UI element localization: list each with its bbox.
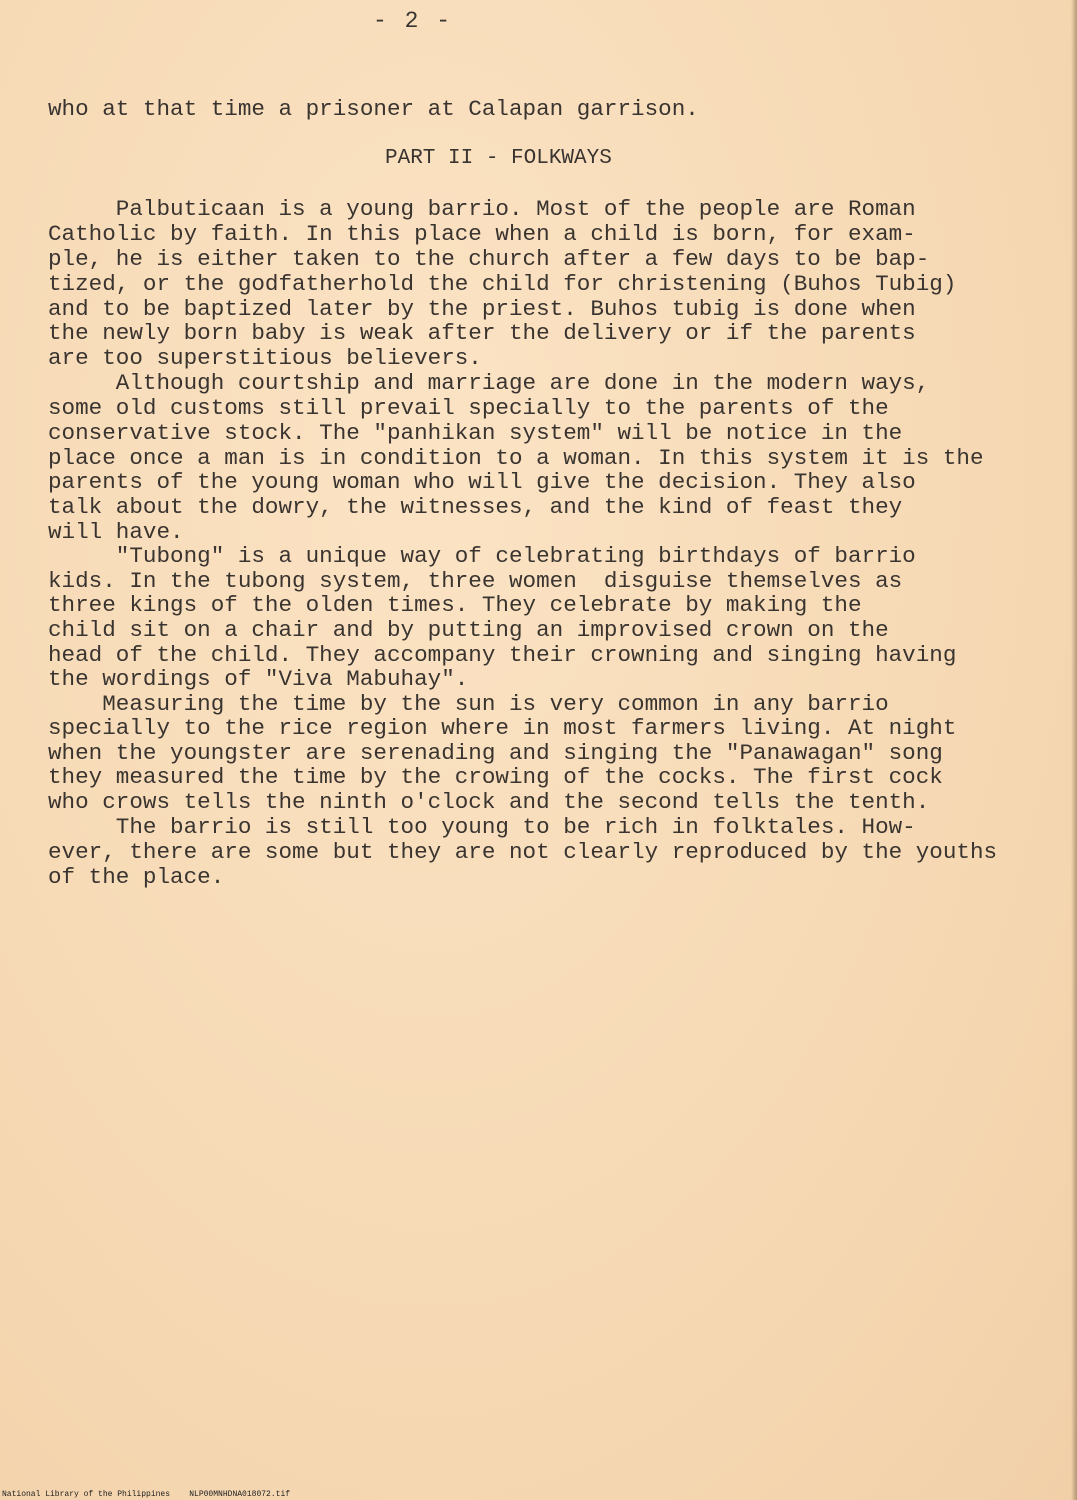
section-heading: PART II - FOLKWAYS [385, 147, 612, 170]
text-line: specially to the rice region where in most farmers living. At night [48, 715, 957, 741]
text-line: when the youngster are serenading and singing the "Panawagan" song [48, 740, 943, 766]
text-line: talk about the dowry, the witnesses, and the kind of feast they [48, 494, 903, 520]
text-line: The barrio is still too young to be rich in folktales. How- [48, 814, 916, 840]
text-line: they measured the time by the crowing of the cocks. The first cock [48, 764, 943, 790]
text-line: some old customs still prevail specially to the parents of the [48, 395, 889, 421]
page-number: - 2 - [373, 8, 453, 34]
text-line: kids. In the tubong system, three women disguise themselves as [48, 568, 903, 594]
text-line: ple, he is either taken to the church after a few days to be bap- [48, 246, 930, 272]
text-line: Measuring the time by the sun is very common in any barrio [48, 691, 889, 717]
text-line: the wordings of "Viva Mabuhay". [48, 666, 469, 692]
text-line: will have. [48, 519, 184, 545]
text-line: parents of the young woman who will give the decision. They also [48, 469, 916, 495]
text-line: head of the child. They accompany their crowning and singing having [48, 642, 957, 668]
intro-line: who at that time a prisoner at Calapan garrison. [48, 96, 699, 122]
text-line: are too superstitious believers. [48, 345, 482, 371]
text-line: of the place. [48, 864, 225, 890]
text-line: Catholic by faith. In this place when a child is born, for exam- [48, 221, 916, 247]
text-line: who crows tells the ninth o'clock and the second tells the tenth. [48, 789, 930, 815]
text-line: child sit on a chair and by putting an improvised crown on the [48, 617, 889, 643]
text-line: the newly born baby is weak after the delivery or if the parents [48, 320, 916, 346]
text-line: and to be baptized later by the priest. Buhos tubig is done when [48, 296, 916, 322]
text-line: ever, there are some but they are not clearly reproduced by the youths [48, 839, 998, 865]
text-line: place once a man is in condition to a woman. In this system it is the [48, 445, 984, 471]
archive-footer: National Library of the Philippines NLP00MNHDNA018072.tif [2, 1490, 291, 1499]
text-line: Palbuticaan is a young barrio. Most of the people are Roman [48, 196, 916, 222]
text-line: three kings of the olden times. They celebrate by making the [48, 592, 862, 618]
text-line: tized, or the godfatherhold the child for christening (Buhos Tubig) [48, 271, 957, 297]
text-line: "Tubong" is a unique way of celebrating birthdays of barrio [48, 543, 916, 569]
text-line: conservative stock. The "panhikan system" will be notice in the [48, 420, 903, 446]
page-edge-shadow [1071, 0, 1077, 1500]
text-line: Although courtship and marriage are done in the modern ways, [48, 370, 930, 396]
